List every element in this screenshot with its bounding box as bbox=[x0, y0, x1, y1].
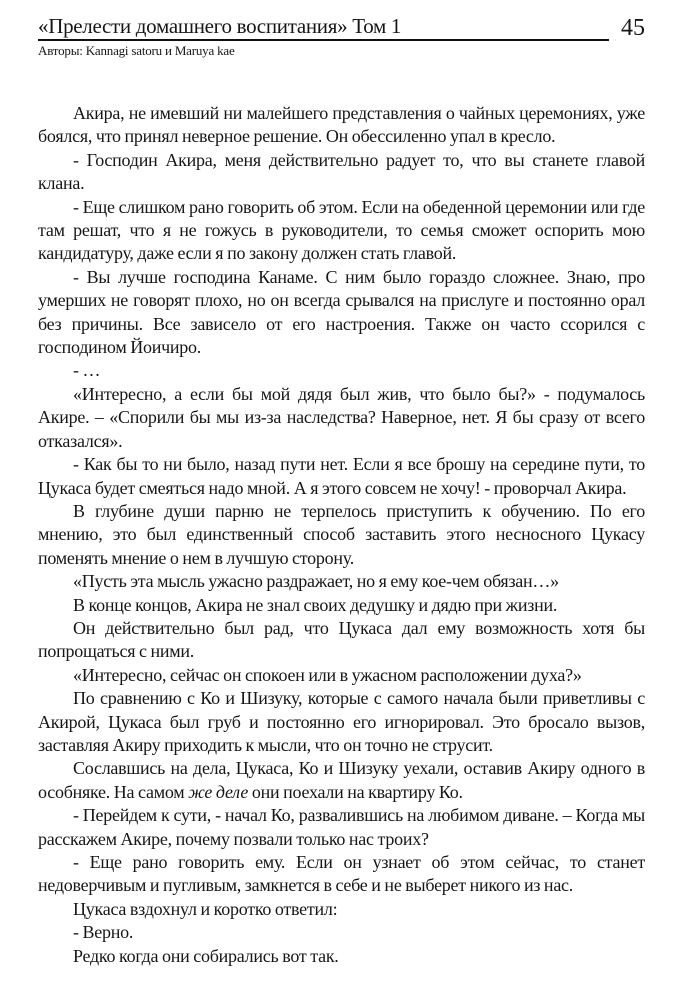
paragraph-text: они поехали на квартиру Ко. bbox=[248, 781, 463, 802]
paragraph-text: В глубине души парню не терпелось приступить к обучению. По его мнению, это был единственный способ заставить этого несносного Цукасу поменять мнение о нем в лучшую сторону. bbox=[38, 500, 645, 568]
paragraph-text: «Интересно, сейчас он спокоен или в ужасном расположении духа?» bbox=[73, 664, 582, 685]
page-header bbox=[38, 14, 645, 41]
paragraph-text: Сославшись на дела, Цукаса, Ко и Шизуку уехали, оставив Акиру одного в особняке. На самом bbox=[38, 758, 645, 802]
paragraph-text: Он действительно был рад, что Цукаса дал ему возможность хотя бы попрощаться с ними. bbox=[38, 617, 645, 662]
paragraph bbox=[38, 664, 645, 687]
paragraph-text: По сравнению с Ко и Шизуку, которые с самого начала были приветливы с Акирой, Цукаса был груб и постоянно его игнорировал. Это бросало вызов, заставляя Акиру приходить к мысли, что он точно не струсит. bbox=[38, 688, 645, 755]
paragraph bbox=[38, 102, 645, 149]
paragraph-text: - … bbox=[73, 360, 101, 381]
paragraph bbox=[38, 687, 645, 757]
paragraph-text: - Еще слишком рано говорить об этом. Если на обеденной церемонии или где там решат, что я не гожусь в руководители, то семья сможет оспорить мою кандидатуру, даже если я по закону должен стать главой. bbox=[38, 196, 645, 264]
paragraph-text: Акира, не имевший ни малейшего представления о чайных церемониях, уже боялся, что принял неверное решение. Он обессиленно упал в кресло. bbox=[38, 103, 645, 147]
paragraph bbox=[38, 149, 645, 196]
paragraph-text: - Как бы то ни было, назад пути нет. Если я все брошу на середине пути, то Цукаса будет смеяться надо мной. А я этого совсем не хочу! - проворчал Акира. bbox=[38, 454, 645, 498]
paragraph bbox=[38, 196, 645, 266]
paragraph bbox=[38, 617, 645, 664]
paragraph bbox=[38, 500, 645, 570]
paragraph-text: - Вы лучше господина Канаме. С ним было гораздо сложнее. Знаю, про умерших не говорят плохо, но он всегда срывался на прислуге и постоянно орал без причины. Все зависело от его настроения. Также он часто ссорился с господином Йоичиро. bbox=[38, 266, 645, 358]
paragraph bbox=[38, 757, 645, 804]
paragraph bbox=[38, 594, 645, 617]
paragraph bbox=[38, 570, 645, 593]
paragraph-text: - Господин Акира, меня действительно радует то, что вы станете главой клана. bbox=[38, 149, 645, 194]
paragraph-text-italic: же деле bbox=[188, 781, 249, 802]
paragraph-text: - Верно. bbox=[73, 922, 134, 943]
page-number: 45 bbox=[621, 15, 645, 41]
paragraph-text: Редко когда они собирались вот так. bbox=[73, 945, 339, 966]
paragraph-text: - Еще рано говорить ему. Если он узнает об этом сейчас, то станет недоверчивым и пугливым, замкнется в себе и не выберет никого из нас. bbox=[38, 852, 645, 896]
paragraph bbox=[38, 851, 645, 898]
paragraph-text: В конце концов, Акира не знал своих дедушку и дядю при жизни. bbox=[73, 594, 558, 615]
document-body bbox=[38, 102, 645, 968]
paragraph bbox=[38, 898, 645, 921]
paragraph bbox=[38, 266, 645, 360]
paragraph-text: - Перейдем к сути, - начал Ко, развалившись на любимом диване. – Когда мы расскажем Акире, почему позвали только нас троих? bbox=[38, 805, 645, 849]
paragraph-text: Цукаса вздохнул и коротко ответил: bbox=[73, 898, 338, 919]
page-title: «Прелести домашнего воспитания» Том 1 bbox=[38, 14, 609, 41]
paragraph bbox=[38, 921, 645, 944]
paragraph-text: «Интересно, а если бы мой дядя был жив, что было бы?» - подумалось Акире. – «Спорили бы мы из-за наследства? Наверное, нет. Я бы сразу от всего отказался». bbox=[38, 383, 645, 451]
paragraph bbox=[38, 453, 645, 500]
paragraph bbox=[38, 945, 645, 968]
paragraph-text: «Пусть эта мысль ужасно раздражает, но я ему кое-чем обязан…» bbox=[73, 571, 559, 592]
paragraph bbox=[38, 804, 645, 851]
paragraph bbox=[38, 383, 645, 453]
paragraph bbox=[38, 359, 645, 382]
authors-line: Авторы: Kannagi satoru и Maruya kae bbox=[38, 43, 235, 58]
